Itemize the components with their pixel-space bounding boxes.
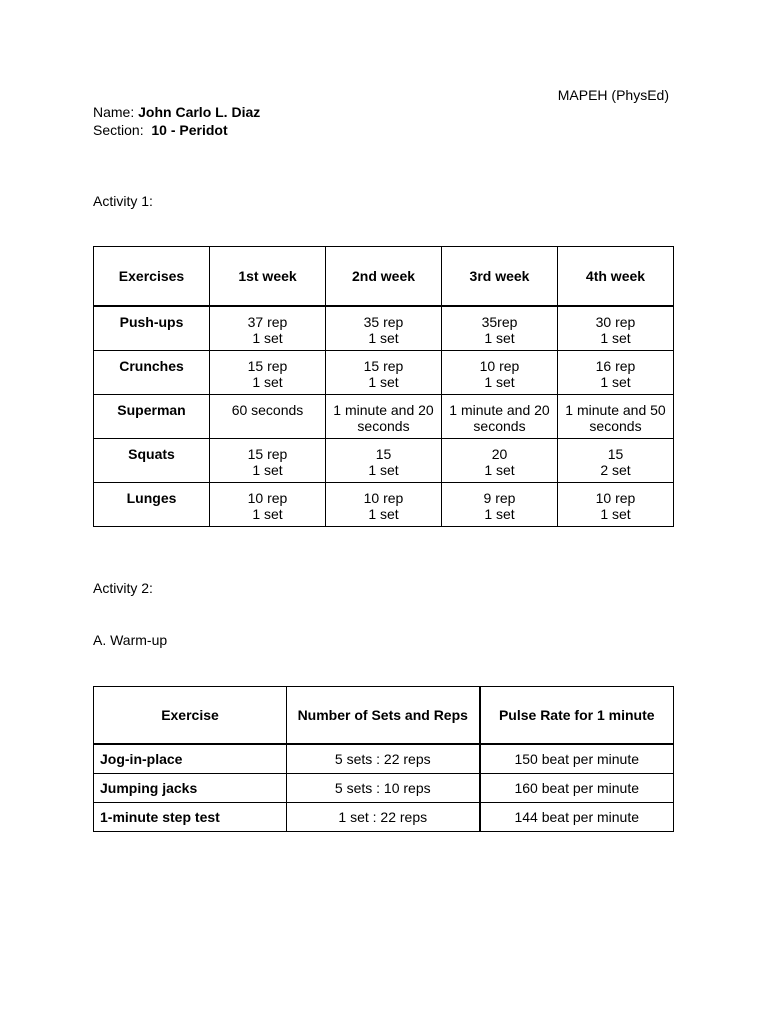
week-cell: 20 1 set [442, 438, 558, 482]
pulse-cell: 150 beat per minute [480, 744, 674, 774]
week-cell: 10 rep 1 set [210, 482, 326, 526]
exercise-cell: Superman [94, 394, 210, 438]
week-cell: 30 rep 1 set [558, 306, 674, 350]
week-cell: 37 rep 1 set [210, 306, 326, 350]
table-row [94, 482, 674, 526]
activity-1-table [93, 246, 674, 527]
week-cell: 1 minute and 20 seconds [326, 394, 442, 438]
week-cell: 1 minute and 50 seconds [558, 394, 674, 438]
pulse-cell: 144 beat per minute [480, 803, 674, 832]
activity-2-table [93, 686, 674, 832]
week-cell: 15 rep 1 set [326, 350, 442, 394]
table-header-row [94, 687, 674, 745]
section-value: 10 - Peridot [151, 122, 228, 138]
week-cell: 15 rep 1 set [210, 350, 326, 394]
table-row [94, 774, 674, 803]
name-label: Name: [93, 104, 135, 120]
column-header: 2nd week [326, 247, 442, 307]
exercise-cell: Lunges [94, 482, 210, 526]
week-cell: 60 seconds [210, 394, 326, 438]
column-header: 1st week [210, 247, 326, 307]
week-cell: 15 2 set [558, 438, 674, 482]
column-header: Exercises [94, 247, 210, 307]
table-row [94, 803, 674, 832]
exercise-cell: Squats [94, 438, 210, 482]
exercise-cell: Jog-in-place [94, 744, 287, 774]
subject-label: MAPEH (PhysEd) [557, 87, 669, 103]
exercise-cell: 1-minute step test [94, 803, 287, 832]
warm-up-subtitle: A. Warm-up [93, 632, 168, 648]
exercise-cell: Jumping jacks [94, 774, 287, 803]
student-name-line [93, 104, 260, 120]
week-cell: 10 rep 1 set [442, 350, 558, 394]
table-row [94, 350, 674, 394]
sets-reps-cell: 5 sets : 10 reps [287, 774, 480, 803]
activity-2-title: Activity 2: [93, 580, 153, 596]
exercise-cell: Push-ups [94, 306, 210, 350]
week-cell: 16 rep 1 set [558, 350, 674, 394]
week-cell: 15 1 set [326, 438, 442, 482]
week-cell: 10 rep 1 set [558, 482, 674, 526]
table-row [94, 438, 674, 482]
week-cell: 9 rep 1 set [442, 482, 558, 526]
week-cell: 1 minute and 20 seconds [442, 394, 558, 438]
week-cell: 35rep 1 set [442, 306, 558, 350]
sets-reps-cell: 5 sets : 22 reps [287, 744, 480, 774]
week-cell: 15 rep 1 set [210, 438, 326, 482]
table-row [94, 394, 674, 438]
exercise-cell: Crunches [94, 350, 210, 394]
section-line [93, 122, 228, 138]
sets-reps-cell: 1 set : 22 reps [287, 803, 480, 832]
week-cell: 10 rep 1 set [326, 482, 442, 526]
column-header: 3rd week [442, 247, 558, 307]
activity-1-title: Activity 1: [93, 193, 153, 209]
column-header: Pulse Rate for 1 minute [480, 687, 674, 745]
table-row [94, 744, 674, 774]
week-cell: 35 rep 1 set [326, 306, 442, 350]
table-row [94, 306, 674, 350]
student-name: John Carlo L. Diaz [138, 104, 261, 120]
column-header: Number of Sets and Reps [287, 687, 480, 745]
column-header: Exercise [94, 687, 287, 745]
section-label: Section: [93, 122, 144, 138]
column-header: 4th week [558, 247, 674, 307]
pulse-cell: 160 beat per minute [480, 774, 674, 803]
table-header-row [94, 247, 674, 307]
